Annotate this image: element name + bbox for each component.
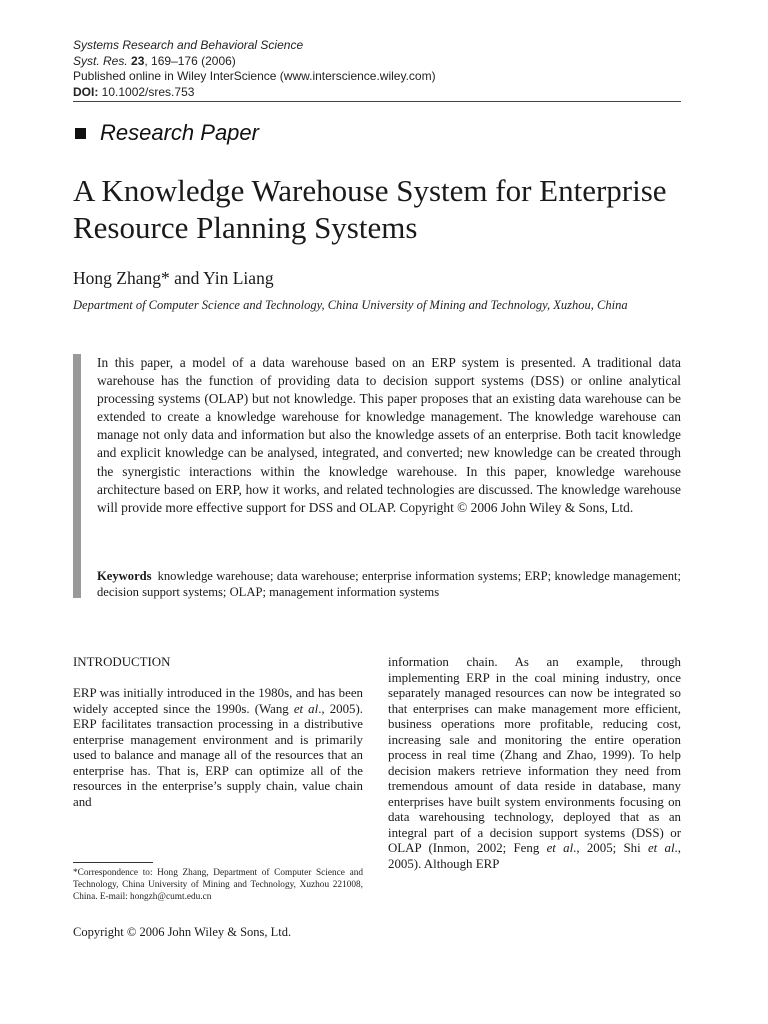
right-italic-2: et al xyxy=(647,841,675,855)
keywords-text: knowledge warehouse; data warehouse; enterprise information systems; ERP; knowledge management; decision support systems; OLAP; management information systems xyxy=(97,569,681,599)
affiliation: Department of Computer Science and Technology, China University of Mining and Technology, Xuzhou, China xyxy=(73,298,628,312)
journal-volume: 23 xyxy=(131,53,145,68)
keywords xyxy=(97,568,681,600)
intro-paragraph-part-2: ., 2005). ERP facilitates transaction processing in a distributive enterprise management environment and is primarily used to balance and manage all of the resources that an enterprise has. That is, ERP can optimize all of the resources in the enterprise’s supply chain, value chain and xyxy=(73,701,364,809)
keywords-label: Keywords xyxy=(97,569,152,583)
square-bullet-icon xyxy=(75,128,86,139)
intro-paragraph-italic: et al xyxy=(293,701,319,716)
correspondence-footnote: *Correspondence to: Hong Zhang, Department of Computer Science and Technology, China University of Mining and Technology, Xuzhou 221008, China. E-mail: hongzh@cumt.edu.cn xyxy=(73,868,363,902)
intro-paragraph-part-1: ERP was initially introduced in the 1980s, and has been widely accepted since the 1990s. (Wang xyxy=(73,686,363,716)
header-rule xyxy=(73,101,681,102)
doi-label: DOI: xyxy=(73,84,99,99)
right-text-a: information chain. As an example, through implementing ERP in the coal mining industry, once separately managed resources can now be integrated so that enterprises can make management more efficient, business operations more profitable, reducing cost, increasing sale and monitoring the entire operation process in real time (Zhang and Zhao, 1999). To help decision makers retrieve information they need from tremendous amount of data reside in database, many enterprises have built system environments focusing on data warehousing technology, deployed that as an integral part of a decision support systems (DSS) or OLAP (Inmon, 2002; Feng xyxy=(388,655,681,855)
authors: Hong Zhang* and Yin Liang xyxy=(73,268,274,288)
paper-title: A Knowledge Warehouse System for Enterprise Resource Planning Systems xyxy=(73,173,667,245)
citation-prefix: Syst. Res. xyxy=(73,53,128,68)
right-text-c: ., 2005). Although ERP xyxy=(388,841,681,871)
right-text-b: ., 2005; Shi xyxy=(573,841,648,855)
right-italic-1: et al xyxy=(546,841,574,855)
body-column-right xyxy=(388,655,681,872)
journal-citation xyxy=(73,54,693,70)
doi-value: 10.1002/sres.753 xyxy=(98,84,195,99)
footnote-rule xyxy=(73,862,153,863)
journal-pages-year: , 169–176 (2006) xyxy=(144,53,236,68)
journal-header xyxy=(73,38,693,100)
section-label-text: Research Paper xyxy=(100,120,259,145)
copyright-footer: Copyright © 2006 John Wiley & Sons, Ltd. xyxy=(73,925,292,939)
abstract-side-bar xyxy=(73,354,81,598)
section-label xyxy=(73,120,259,146)
journal-name: Systems Research and Behavioral Science xyxy=(73,38,304,52)
section-heading-introduction: INTRODUCTION xyxy=(73,655,171,669)
abstract: In this paper, a model of a data warehouse based on an ERP system is presented. A traditional data warehouse has the function of providing data to decision support systems (DSS) or online analytical processing systems (OLAP) but not knowledge. This paper proposes that an existing data warehouse can be extended to create a knowledge warehouse for knowledge management. The knowledge warehouse can manage not only data and information but also the knowledge assets of an enterprise. Both tacit knowledge and explicit knowledge can be analysed, integrated, and converted; new knowledge can be created through the synergistic interactions within the knowledge warehouse. In this paper, knowledge warehouse architecture based on ERP, how it works, and related technologies are discussed. The knowledge warehouse will provide more effective support for DSS and OLAP. Copyright © 2006 John Wiley & Sons, Ltd. xyxy=(97,355,681,515)
published-online: Published online in Wiley InterScience (www.interscience.wiley.com) xyxy=(73,69,436,83)
body-column-left xyxy=(73,686,363,810)
doi-line xyxy=(73,85,693,101)
